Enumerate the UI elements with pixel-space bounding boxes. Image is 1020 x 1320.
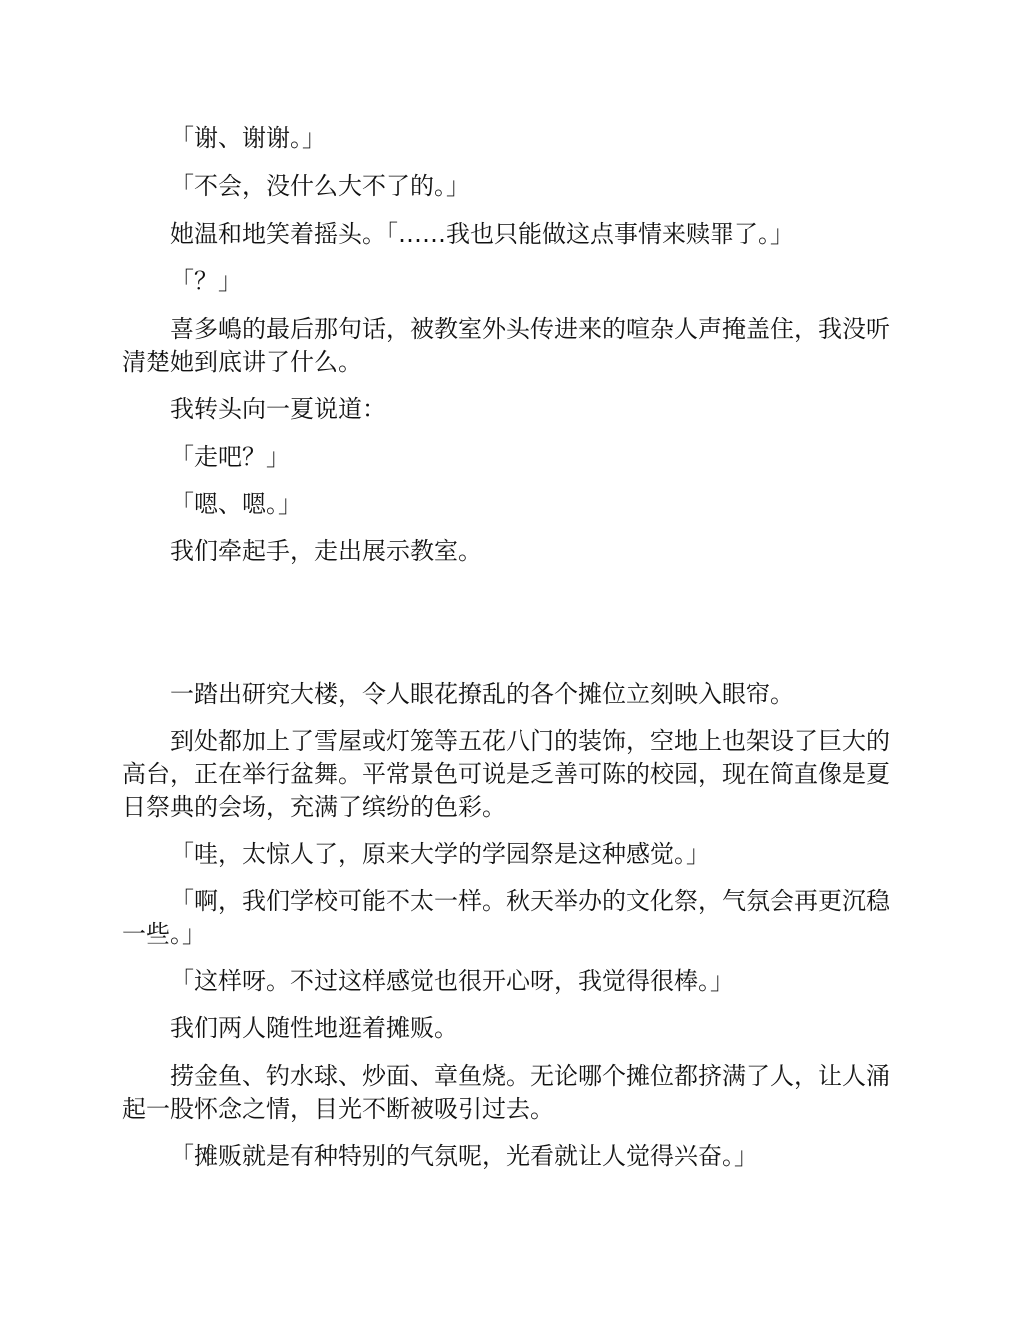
paragraph: 捞金鱼、钓水球、炒面、章鱼烧。无论哪个摊位都挤满了人，让人涌起一股怀念之情，目光不断被吸引过去。 — [122, 1062, 890, 1123]
paragraph: 「不会，没什么大不了的。」 — [170, 172, 470, 200]
paragraph: 一踏出研究大楼，令人眼花撩乱的各个摊位立刻映入眼帘。 — [170, 680, 794, 708]
paragraph: 「这样呀。不过这样感觉也很开心呀，我觉得很棒。」 — [170, 967, 734, 995]
paragraph: 喜多嶋的最后那句话，被教室外头传进来的喧杂人声掩盖住，我没听清楚她到底讲了什么。 — [122, 315, 890, 376]
paragraph: 「？」 — [170, 267, 242, 295]
paragraph: 我们牵起手，走出展示教室。 — [170, 537, 482, 565]
paragraph: 「嗯、嗯。」 — [170, 490, 302, 518]
paragraph: 到处都加上了雪屋或灯笼等五花八门的装饰，空地上也架设了巨大的高台，正在举行盆舞。平常景色可说是乏善可陈的校园，现在简直像是夏日祭典的会场，充满了缤纷的色彩。 — [122, 727, 890, 821]
paragraph: 她温和地笑着摇头。「……我也只能做这点事情来赎罪了。」 — [170, 220, 794, 248]
paragraph: 我们两人随性地逛着摊贩。 — [170, 1014, 458, 1042]
paragraph: 「哇，太惊人了，原来大学的学园祭是这种感觉。」 — [170, 840, 710, 868]
paragraph: 我转头向一夏说道： — [170, 395, 386, 423]
paragraph: 「谢、谢谢。」 — [170, 124, 326, 152]
paragraph: 「摊贩就是有种特别的气氛呢，光看就让人觉得兴奋。」 — [170, 1142, 758, 1170]
paragraph: 「走吧？」 — [170, 443, 290, 471]
paragraph: 「啊，我们学校可能不太一样。秋天举办的文化祭，气氛会再更沉稳一些。」 — [122, 887, 890, 948]
